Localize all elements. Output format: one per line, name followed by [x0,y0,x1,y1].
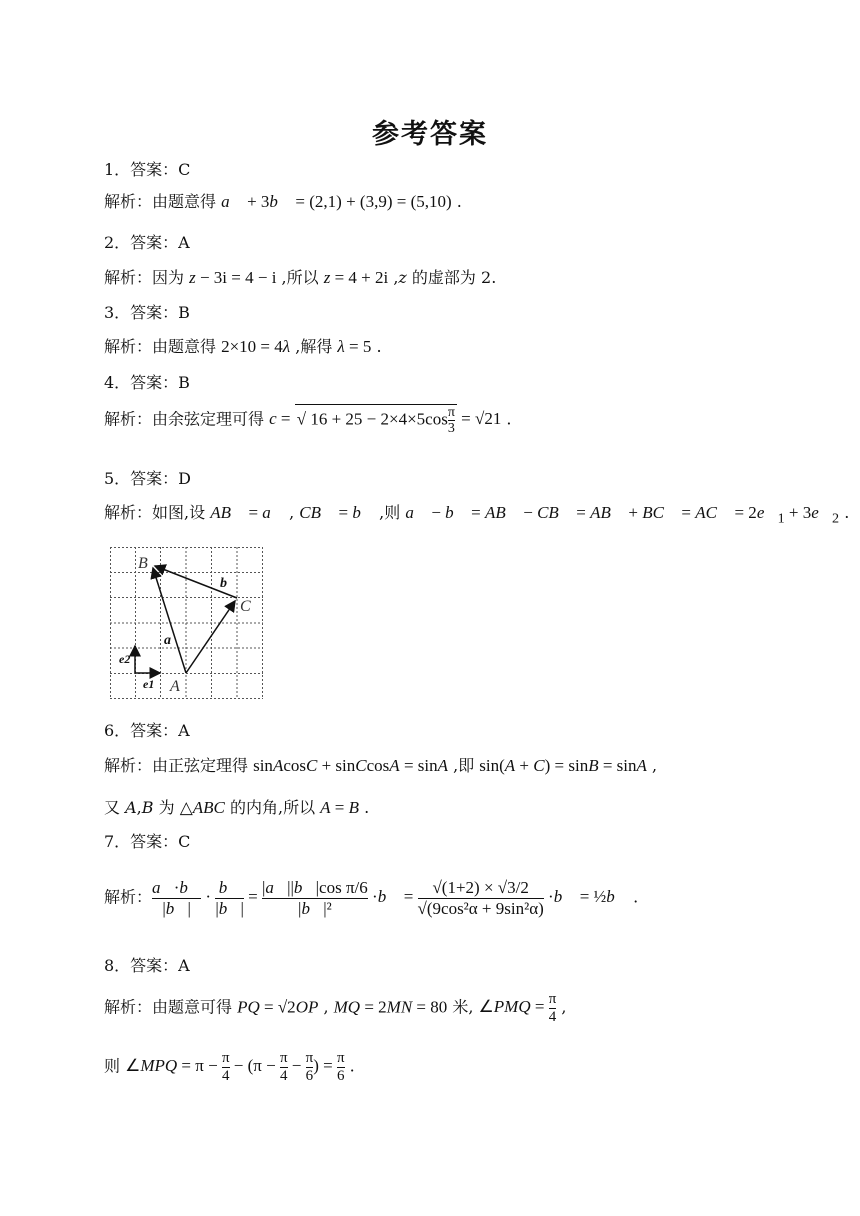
analysis-8-render-1: 解析：由题意可得 PQ = √2OP , MQ = 2MN = 80 米, ∠PMQ = $\frac{\pi}{4}$ , [104,991,567,1025]
analysis-6-render-2: 又 A,B 为 △ABC 的内角,所以 A = B . [104,798,370,817]
vector-label-e2: e2 [119,652,131,666]
analysis-2-render: 解析：因为 z − 3i = 4 − i ,所以 z = 4 + 2i ,z 的虚部为 2. [104,268,497,287]
answer-7: 7．答案：C [104,832,191,851]
page-title: 参考答案 [372,119,488,150]
vector-label-e1: e1 [143,677,155,691]
analysis-1-render: 解析：由题意得 a⃗ + 3b⃗ = (2,1) + (3,9) = (5,10) . [104,192,462,211]
answer-1: 1．答案：C [104,160,191,179]
analysis-5-render: 解析：如图,设 AB⃗ = a⃗ , CB⃗ = b⃗ ,则 a⃗ − b⃗ = AB⃗ − CB⃗ = AB⃗ + BC⃗ = AC⃗ = $2e⃗_1$ + $3e⃗_2$ . [104,503,850,527]
answer-8: 8．答案：A [104,956,190,975]
analysis-8-line-1 [104,991,566,1026]
point-label-a: A [170,678,180,695]
vector-grid-figure [110,546,265,700]
answer-2: 2．答案：A [104,233,190,252]
analysis-4 [104,404,512,436]
vector-label-b: b [220,576,227,591]
analysis-3-render: 解析：由题意得 2×10 = 4λ ,解得 λ = 5 . [104,337,382,356]
point-label-c: C [240,598,251,615]
vector-ac-arrow [186,601,235,673]
grid-lines [110,547,263,699]
analysis-7-render: 解析： $\frac{a⃗\cdot b⃗}{|b⃗|}$ · $\frac{b⃗}{|b⃗|}$ = $\frac{\text{|a⃗||b⃗|cos π/6}}{\text{|b⃗|²}}$ ·b⃗ = $\frac{√(1+2) \times √3/2}{\text{√(9cos²α + 9sin²α)}}$ ·b⃗ = ½b⃗ . [104,878,639,918]
analysis-6-line-2 [104,795,369,818]
analysis-8-line-2 [104,1050,355,1085]
analysis-2 [104,265,496,288]
analysis-7 [104,878,638,919]
vector-a-arrow [153,568,186,673]
analysis-1 [104,189,462,212]
answer-5: 5．答案：D [104,469,192,488]
answer-6: 6．答案：A [104,721,190,740]
answer-3: 3．答案：B [104,303,190,322]
analysis-6-render-1: 解析：由正弦定理得 sinAcosC + sinCcosA = sinA ,即 sin(A + C) = sinB = sinA , [104,756,658,775]
vector-label-a: a [164,633,171,648]
analysis-5 [104,500,849,527]
answer-4: 4．答案：B [104,373,190,392]
point-label-b: B [138,555,148,572]
analysis-3 [104,334,382,357]
analysis-4-render: 解析：由余弦定理可得 c = √ 16 + 25 − 2×4×5cos $\frac{\pi}{3}$ = √21 . [104,405,512,436]
analysis-6-line-1 [104,753,657,776]
analysis-8-render-2: 则 ∠MPQ = π − $\frac{\pi}{4}$ − (π − $\frac{\pi}{4}$ − $\frac{\pi}{6}$ ) = $\frac{\pi}{6}$ . [104,1050,355,1084]
